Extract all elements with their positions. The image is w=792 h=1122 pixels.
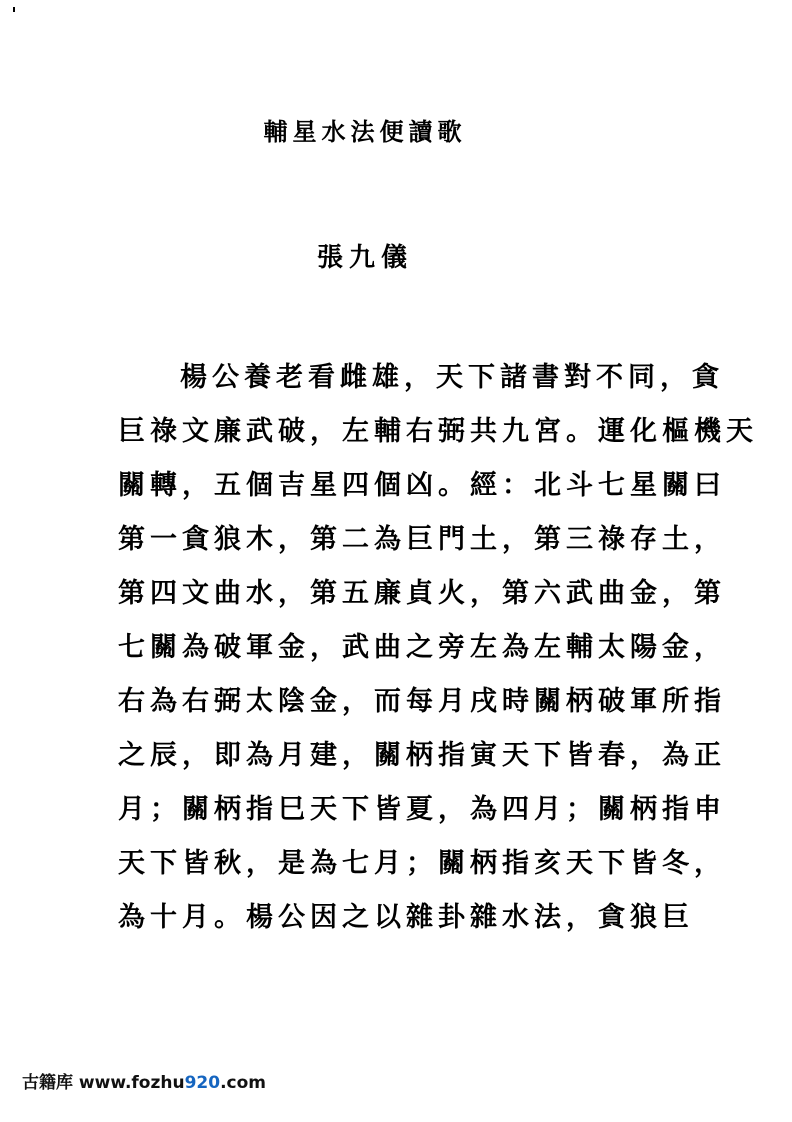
footer-url-suffix: .com bbox=[220, 1073, 267, 1093]
footer-url-number: 920 bbox=[184, 1073, 221, 1093]
footer-site-name: 古籍库 bbox=[22, 1073, 73, 1093]
body-line: 關轉，五個吉星四個凶。經：北斗七星關曰 bbox=[118, 470, 726, 501]
body-line: 右為右弼太陰金，而每月戌時關柄破軍所指 bbox=[118, 686, 726, 717]
body-text bbox=[118, 358, 758, 952]
document-title: 輔星水法便讀歌 bbox=[263, 117, 467, 146]
body-line: 之辰，即為月建，關柄指寅天下皆春，為正 bbox=[118, 740, 726, 771]
body-line: 天下皆秋，是為七月；關柄指亥天下皆冬， bbox=[118, 848, 726, 879]
footer-watermark bbox=[22, 1068, 266, 1093]
document-author: 張九儀 bbox=[316, 243, 413, 273]
body-line: 七關為破軍金，武曲之旁左為左輔太陽金， bbox=[118, 632, 726, 663]
body-line: 第四文曲水，第五廉貞火，第六武曲金，第 bbox=[118, 578, 726, 609]
body-line: 月；關柄指巳天下皆夏，為四月；關柄指申 bbox=[118, 794, 726, 825]
footer-url-prefix: www.fozhu bbox=[78, 1073, 185, 1093]
body-line: 第一貪狼木，第二為巨門土，第三祿存土， bbox=[118, 524, 726, 555]
body-line: 為十月。楊公因之以雜卦雜水法，貪狼巨 bbox=[118, 902, 694, 933]
body-line: 巨祿文廉武破，左輔右弼共九宮。運化樞機天 bbox=[118, 416, 758, 447]
corner-mark bbox=[13, 7, 15, 12]
body-line: 楊公養老看雌雄，天下諸書對不同，貪 bbox=[180, 362, 724, 393]
